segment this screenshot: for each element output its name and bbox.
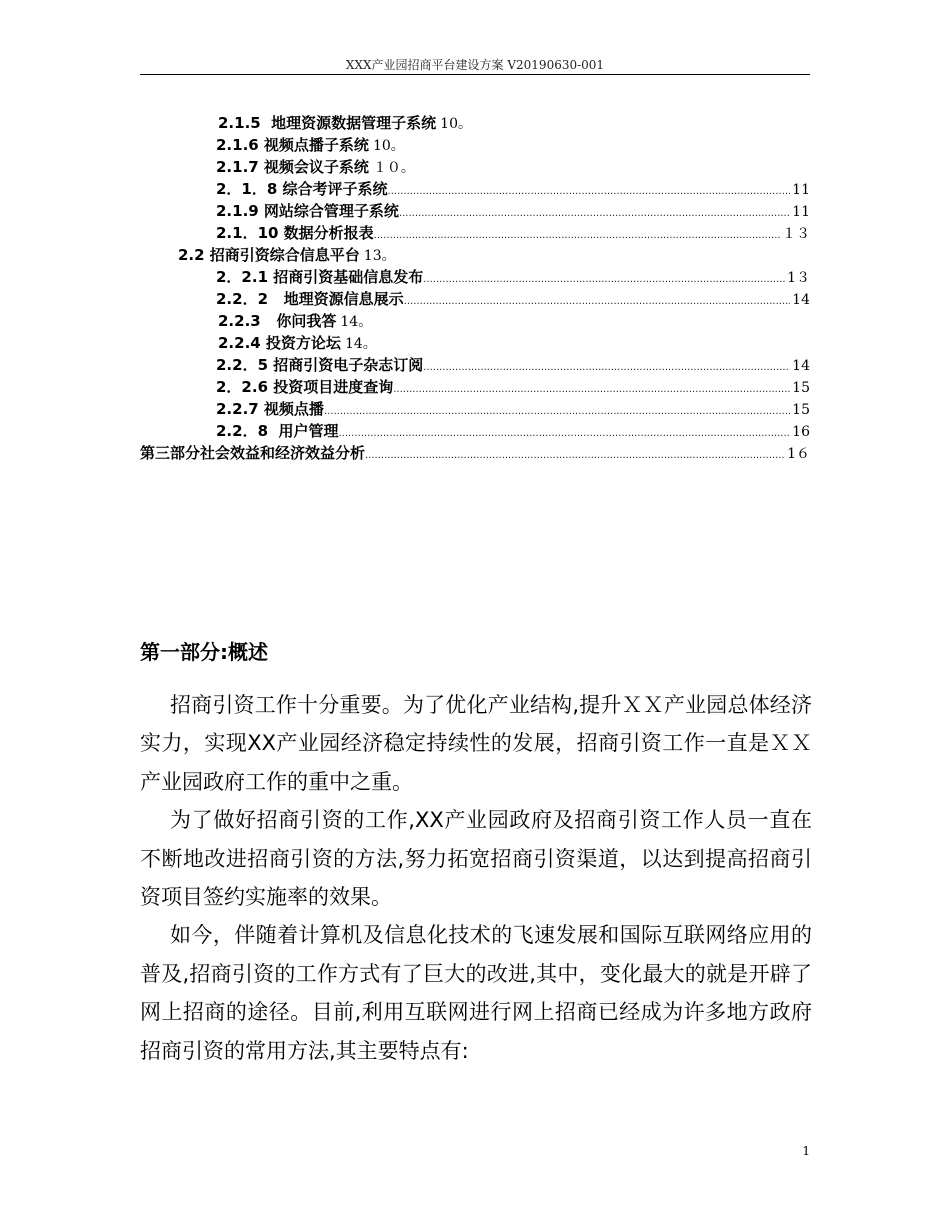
paragraph: 为了做好招商引资的工作,XX产业园政府及招商引资工作人员一直在不断地改进招商引资的方法,努力拓宽招商引资渠道，以达到提高招商引资项目签约实施率的效果。 xyxy=(140,808,812,910)
toc-entry[interactable] xyxy=(140,156,810,178)
toc-entry[interactable] xyxy=(140,244,810,266)
toc-page: 14。 xyxy=(340,314,373,330)
page-number: 1 xyxy=(802,1144,810,1158)
toc-page: 14 xyxy=(792,292,810,308)
paragraph: 如今，伴随着计算机及信息化技术的飞速发展和国际互联网络应用的普及,招商引资的工作方式有了巨大的改进,其中，变化最大的就是开辟了网上招商的途径。目前,利用互联网进行网上招商已经成为许多地方政府招商引资的常用方法,其主要特点有: xyxy=(140,923,812,1063)
toc-entry[interactable] xyxy=(140,178,810,200)
paragraph: 招商引资工作十分重要。为了优化产业结构,提升ＸＸ产业园总体经济实力，实现XX产业园经济稳定持续性的发展，招商引资工作一直是ＸＸ产业园政府工作的重中之重。 xyxy=(140,693,812,794)
toc-page: 1３ xyxy=(787,270,810,286)
toc-entry[interactable] xyxy=(140,266,810,288)
toc-entry[interactable] xyxy=(140,112,810,134)
toc-label: 2.1．10 数据分析报表 xyxy=(216,224,374,242)
toc-page: 11 xyxy=(792,204,810,220)
toc-label: 2.2 招商引资综合信息平台 xyxy=(178,246,360,264)
toc-entry[interactable] xyxy=(140,288,810,310)
toc-label: 2.1.5 地理资源数据管理子系统 xyxy=(218,114,437,132)
table-of-contents xyxy=(140,112,810,464)
toc-label: 2．2.6 投资项目进度查询 xyxy=(216,378,394,396)
toc-label: 2.1.6 视频点播子系统 xyxy=(216,136,369,154)
toc-page: 15 xyxy=(792,402,810,418)
toc-label: 第三部分社会效益和经济效益分析 xyxy=(140,444,366,462)
toc-page: 16 xyxy=(792,424,810,440)
toc-label: 2.2.4 投资方论坛 xyxy=(218,334,341,352)
toc-label: 2.2．8 用户管理 xyxy=(216,422,339,440)
toc-entry[interactable] xyxy=(140,398,810,420)
toc-label: 2．1．8 综合考评子系统 xyxy=(216,180,388,198)
toc-leader xyxy=(365,445,785,467)
toc-entry[interactable] xyxy=(140,310,810,332)
toc-entry[interactable] xyxy=(140,420,810,442)
header-rule xyxy=(140,74,810,75)
body-text xyxy=(140,686,812,1070)
toc-label: 2.1.7 视频会议子系统 xyxy=(216,158,369,176)
toc-page: 14。 xyxy=(344,336,377,352)
toc-entry[interactable] xyxy=(140,376,810,398)
toc-label: 2.2.3 你问我答 xyxy=(218,312,337,330)
page-header: XXX产业园招商平台建设方案 V20190630-001 xyxy=(345,58,605,72)
toc-entry[interactable] xyxy=(140,442,810,464)
toc-page: 1６ xyxy=(787,446,810,462)
toc-label: 2．2.1 招商引资基础信息发布 xyxy=(216,268,424,286)
toc-page: 15 xyxy=(792,380,810,396)
toc-page: 10。 xyxy=(372,138,405,154)
toc-label: 2.2．2 地理资源信息展示 xyxy=(216,290,404,308)
toc-page: １３ xyxy=(782,226,810,242)
toc-label: 2.2．5 招商引资电子杂志订阅 xyxy=(216,356,424,374)
toc-label: 2.1.9 网站综合管理子系统 xyxy=(216,202,399,220)
toc-page: １０。 xyxy=(372,160,415,176)
toc-label: 2.2.7 视频点播 xyxy=(216,400,324,418)
section-heading: 第一部分:概述 xyxy=(140,640,268,664)
toc-page: 11 xyxy=(792,182,810,198)
toc-page: 10。 xyxy=(440,116,472,132)
toc-entry[interactable] xyxy=(140,222,810,244)
toc-entry[interactable] xyxy=(140,332,810,354)
toc-entry[interactable] xyxy=(140,200,810,222)
toc-page: 14 xyxy=(792,358,810,374)
toc-entry[interactable] xyxy=(140,134,810,156)
toc-page: 13。 xyxy=(363,248,396,264)
toc-entry[interactable] xyxy=(140,354,810,376)
